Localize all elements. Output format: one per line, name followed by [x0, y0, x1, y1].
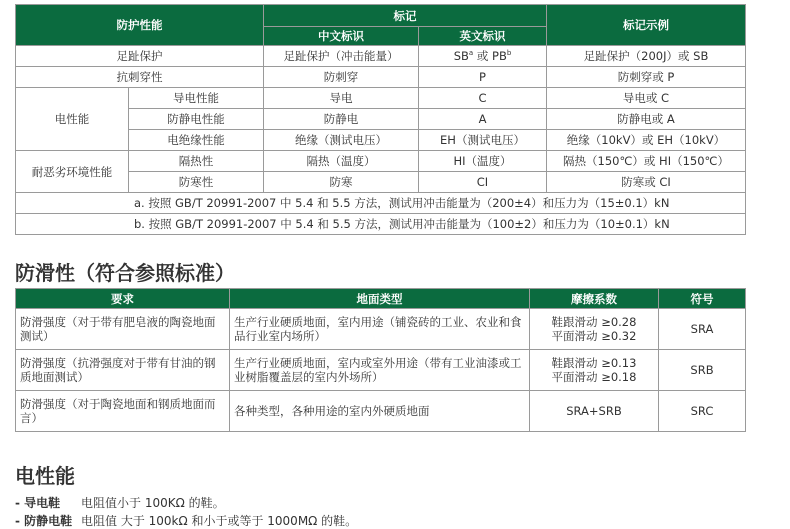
table-row: 抗刺穿性 防刺穿 P 防刺穿或 P [16, 67, 746, 88]
protection-marking-table [15, 4, 746, 235]
table-note-row [16, 193, 746, 214]
slip-section-title: 防滑性（符合参照标准） [15, 261, 235, 285]
header-symbol: 符号 [659, 289, 746, 309]
header-cn-mark: 中文标识 [264, 27, 419, 46]
header-example: 标记示例 [547, 5, 746, 46]
env-group-label: 耐恶劣环境性能 [16, 151, 129, 193]
header-friction: 摩擦系数 [530, 289, 659, 309]
electric-section-title: 电性能 [15, 464, 75, 488]
table-row: 足趾保护 足趾保护（冲击能量） $SB^a$ 或 $PB^b$ 足趾保护（200J）或 SB [16, 46, 746, 67]
header-protection: 防护性能 [16, 5, 264, 46]
header-floor-type: 地面类型 [230, 289, 530, 309]
table-row: 耐恶劣环境性能 隔热性 隔热（温度） HI（温度） 隔热（150℃）或 HI（150℃） [16, 151, 746, 172]
table-row: 防静电性能 防静电 A 防静电或 A [16, 109, 746, 130]
footnote-b: b. 按照 GB/T 20991-2007 中 5.4 和 5.5 方法，测试用冲击能量为（100±2）和压力为（10±0.1）kN [16, 214, 746, 235]
table-row: 防滑强度（抗滑强度对于带有甘油的钢质地面测试） 生产行业硬质地面，室内或室外用途（带有工业油漆或工业树脂覆盖层的室内外场所） 鞋跟滑动 ≥0.13 平面滑动 ≥0.18 SRB [16, 350, 746, 391]
header-requirement: 要求 [16, 289, 230, 309]
slip-resistance-table [15, 288, 746, 432]
table-row: 防滑强度（对于带有肥皂液的陶瓷地面测试） 生产行业硬质地面，室内用途（铺瓷砖的工业、农业和食品行业室内场所） 鞋跟滑动 ≥0.28 平面滑动 ≥0.32 SRA [16, 309, 746, 350]
electric-group-label: 电性能 [16, 88, 129, 151]
toe-en-mark: $SB^a$ 或 $PB^b$ [419, 46, 547, 67]
list-item: - 防静电鞋 电阻值 大于 100kΩ 和小于或等于 1000MΩ 的鞋。 [15, 514, 358, 528]
table-row: 电绝缘性能 绝缘（测试电压） EH（测试电压） 绝缘（10kV）或 EH（10kV） [16, 130, 746, 151]
table-note-row [16, 214, 746, 235]
table-row: 电性能 导电性能 导电 C 导电或 C [16, 88, 746, 109]
footnote-a: a. 按照 GB/T 20991-2007 中 5.4 和 5.5 方法，测试用冲击能量为（200±4）和压力为（15±0.1）kN [16, 193, 746, 214]
table-row: 防滑强度（对于陶瓷地面和钢质地面而言） 各种类型，各种用途的室内外硬质地面 SRA+SRB SRC [16, 391, 746, 432]
table-row: 防寒性 防寒 CI 防寒或 CI [16, 172, 746, 193]
list-item: - 导电鞋 电阻值小于 100KΩ 的鞋。 [15, 496, 225, 510]
header-en-mark: 英文标识 [419, 27, 547, 46]
header-marking: 标记 [264, 5, 547, 27]
